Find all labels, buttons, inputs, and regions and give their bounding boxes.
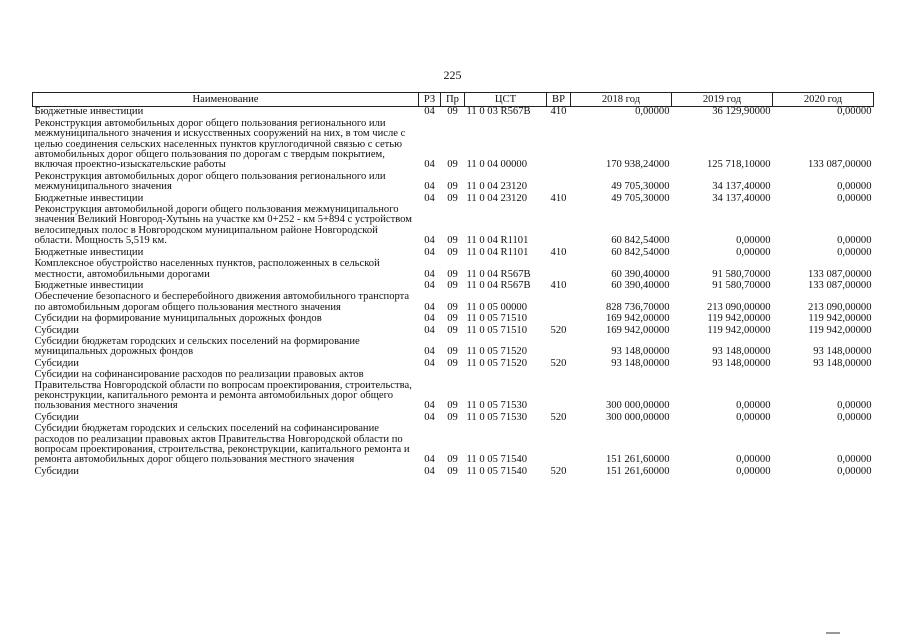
cell-pr: 09 [447, 279, 458, 291]
cell-cst: 11 0 05 71540 [466, 465, 528, 477]
cell-vr: 410 [550, 246, 567, 258]
cell-2019: 119 942,00000 [707, 324, 771, 336]
cell-name: Субсидии [34, 411, 79, 423]
cell-2019: 91 580,70000 [712, 268, 771, 280]
cell-vr: 520 [550, 465, 567, 477]
cell-cst: 11 0 04 23120 [466, 181, 528, 193]
cell-name: Бюджетные инвестиции [34, 246, 144, 258]
cell-2020: 0,00000 [837, 246, 872, 258]
cell-pr: 09 [447, 192, 458, 204]
cell-pr: 09 [447, 346, 458, 358]
cell-pr: 09 [447, 106, 458, 118]
cell-2020: 119 942,00000 [808, 324, 872, 336]
cell-rz: 04 [424, 106, 435, 118]
cell-rz: 04 [424, 246, 435, 258]
table-row [33, 172, 874, 194]
cell-rz: 04 [424, 465, 435, 477]
cell-cst: 11 0 05 71520 [466, 357, 528, 369]
cell-2019: 34 137,40000 [712, 192, 771, 204]
col-header-2019: 2019 год [672, 93, 773, 107]
cell-pr: 09 [447, 313, 458, 325]
cell-2019: 0,00000 [736, 246, 771, 258]
cell-pr: 09 [447, 268, 458, 280]
cell-cst: 11 0 05 71510 [466, 324, 528, 336]
cell-2019: 36 129,90000 [712, 106, 771, 118]
cell-2018: 170 938,24000 [605, 159, 670, 171]
cell-vr [547, 424, 571, 467]
cell-pr: 09 [447, 357, 458, 369]
cell-name: Бюджетные инвестиции [34, 106, 144, 118]
cell-vr: 410 [550, 192, 567, 204]
cell-name: Бюджетные инвестиции [34, 192, 144, 204]
cell-2018: 0,00000 [635, 106, 670, 118]
cell-2018: 300 000,00000 [605, 411, 670, 423]
cell-cst: 11 0 04 R567B [466, 268, 531, 280]
cell-2020: 133 087,00000 [807, 268, 872, 280]
cell-2020: 213 090,00000 [807, 301, 872, 313]
table-row [33, 424, 874, 467]
cell-rz: 04 [424, 313, 435, 325]
cell-cst: 11 0 04 R1101 [466, 235, 529, 247]
cell-2019: 91 580,70000 [712, 279, 771, 291]
cell-pr: 09 [447, 465, 458, 477]
cell-2019: 34 137,40000 [712, 181, 771, 193]
col-header-2018: 2018 год [571, 93, 672, 107]
cell-name: Обеспечение безопасного и бесперебойного движения автомобильного транспорта по автомобильным дорогам общего пользования местного значения [34, 291, 410, 313]
cell-rz: 04 [424, 268, 435, 280]
page-number: 225 [443, 68, 462, 82]
cell-name: Субсидии на формирование муниципальных дорожных фондов [34, 313, 322, 325]
cell-pr: 09 [447, 324, 458, 336]
cell-pr: 09 [447, 301, 458, 313]
table-row [33, 370, 874, 413]
cell-vr [547, 337, 571, 359]
cell-2018: 169 942,00000 [605, 313, 670, 325]
cell-rz: 04 [424, 279, 435, 291]
cell-cst: 11 0 05 71540 [466, 454, 528, 466]
cell-2018: 60 390,40000 [611, 268, 670, 280]
cell-rz: 04 [424, 454, 435, 466]
cell-cst: 11 0 04 R1101 [466, 246, 529, 258]
cell-2020: 0,00000 [837, 181, 872, 193]
cell-rz: 04 [424, 235, 435, 247]
cell-2019: 0,00000 [736, 454, 771, 466]
col-header-name: Наименование [33, 93, 419, 107]
budget-table [32, 92, 874, 478]
cell-vr [547, 119, 571, 172]
cell-vr [547, 172, 571, 194]
table-row [33, 119, 874, 172]
cell-vr: 520 [550, 411, 567, 423]
cell-2019: 93 148,00000 [712, 357, 771, 369]
cell-cst: 11 0 05 71530 [466, 400, 528, 412]
col-header-cst: ЦСТ [465, 93, 547, 107]
col-header-2020: 2020 год [773, 93, 874, 107]
cell-name: Субсидии [34, 324, 79, 336]
table-row [33, 467, 874, 478]
cell-pr: 09 [447, 400, 458, 412]
cell-2019: 125 718,10000 [706, 159, 771, 171]
cell-name: Субсидии на софинансирование расходов по реализации правовых актов Правительства Новгородской области по вопросам проектирования, строительства, реконструкции, капитального ремонта и ремонта автомобильных дорог общего пользования местного значения [34, 369, 412, 412]
cell-2019: 0,00000 [736, 235, 771, 247]
cell-2018: 93 148,00000 [611, 357, 670, 369]
cell-2019: 93 148,00000 [712, 346, 771, 358]
cell-pr: 09 [447, 246, 458, 258]
cell-2020: 0,00000 [837, 454, 872, 466]
cell-name: Субсидии [34, 465, 79, 477]
cell-pr: 09 [447, 454, 458, 466]
cell-2018: 151 261,60000 [605, 465, 670, 477]
cell-name: Субсидии бюджетам городских и сельских поселений на формирование муниципальных дорожных фондов [34, 335, 360, 358]
cell-rz: 04 [424, 159, 435, 171]
cell-name: Реконструкция автомобильной дороги общего пользования межмуниципального значения Великий Новгород-Хутынь на участке км 0+252 - км 5+894 с устройством велосипедных полос в Новгородском муниципальном районе Новгородской области. Мощность 5,519 км. [34, 204, 412, 247]
scan-mark [826, 632, 840, 634]
cell-rz: 04 [424, 346, 435, 358]
cell-2020: 0,00000 [837, 465, 872, 477]
cell-2018: 151 261,60000 [605, 454, 670, 466]
cell-name: Комплексное обустройство населенных пунктов, расположенных в сельской местности, автомобильными дорогами [34, 258, 380, 280]
cell-name: Субсидии бюджетам городских и сельских поселений на софинансирование расходов по реализации правовых актов Правительства Новгородской области по вопросам проектирования, строительства, реконструкции, капитального ремонта и ремонта автомобильных дорог общего пользования местного значения [34, 423, 410, 466]
cell-2019: 213 090,00000 [706, 301, 771, 313]
cell-rz: 04 [424, 324, 435, 336]
cell-cst: 11 0 05 71510 [466, 313, 528, 325]
cell-2020: 0,00000 [837, 235, 872, 247]
cell-2020: 0,00000 [837, 192, 872, 204]
cell-2020: 119 942,00000 [808, 313, 872, 325]
table-header-row [33, 93, 874, 107]
cell-pr: 09 [447, 411, 458, 423]
col-header-vr: ВР [547, 93, 571, 107]
cell-2020: 0,00000 [837, 411, 872, 423]
cell-cst: 11 0 05 00000 [466, 301, 528, 313]
cell-2018: 60 390,40000 [611, 279, 670, 291]
cell-cst: 11 0 05 71530 [466, 411, 528, 423]
cell-pr: 09 [447, 235, 458, 247]
cell-rz: 04 [424, 357, 435, 369]
cell-rz: 04 [424, 181, 435, 193]
cell-vr [547, 314, 571, 325]
cell-vr: 520 [550, 324, 567, 336]
cell-vr: 410 [550, 279, 567, 291]
cell-vr: 520 [550, 357, 567, 369]
cell-cst: 11 0 05 71520 [466, 346, 528, 358]
cell-vr: 410 [550, 106, 567, 118]
cell-vr [547, 370, 571, 413]
cell-2018: 60 842,54000 [611, 246, 670, 258]
cell-name: Субсидии [34, 357, 79, 369]
cell-vr [547, 292, 571, 314]
cell-2020: 133 087,00000 [807, 279, 872, 291]
cell-2018: 93 148,00000 [611, 346, 670, 358]
cell-rz: 04 [424, 411, 435, 423]
cell-cst: 11 0 03 R567B [466, 106, 531, 118]
cell-2020: 93 148,00000 [813, 357, 872, 369]
col-header-rz: РЗ [419, 93, 441, 107]
cell-2018: 49 705,30000 [611, 181, 670, 193]
cell-2018: 49 705,30000 [611, 192, 670, 204]
cell-name: Реконструкция автомобильных дорог общего пользования регионального или межмуниципального значения и искусственных сооружений на них, в том числе с целью соединения сельских населенных пунктов круглогодичной связью с сетью автомобильных дорог общего пользования по дорогам с твердым покрытием, включая проектно-изыскательские работы [34, 117, 406, 171]
table-row [33, 292, 874, 314]
cell-2018: 169 942,00000 [605, 324, 670, 336]
cell-2019: 0,00000 [736, 465, 771, 477]
table-row [33, 259, 874, 281]
cell-2020: 93 148,00000 [813, 346, 872, 358]
cell-2019: 0,00000 [736, 411, 771, 423]
table-body [33, 107, 874, 478]
cell-rz: 04 [424, 192, 435, 204]
table-row [33, 205, 874, 248]
cell-vr [547, 205, 571, 248]
cell-2019: 0,00000 [736, 400, 771, 412]
table-row [33, 314, 874, 325]
cell-vr [547, 259, 571, 281]
cell-2019: 119 942,00000 [707, 313, 771, 325]
cell-2018: 60 842,54000 [611, 235, 670, 247]
cell-2018: 828 736,70000 [605, 301, 670, 313]
table-row [33, 337, 874, 359]
cell-pr: 09 [447, 159, 458, 171]
cell-name: Реконструкция автомобильных дорог общего пользования регионального или межмуниципального значения [34, 170, 386, 193]
cell-2018: 300 000,00000 [605, 400, 670, 412]
cell-2020: 133 087,00000 [807, 159, 872, 171]
cell-cst: 11 0 04 R567B [466, 279, 531, 291]
col-header-pr: Пр [441, 93, 465, 107]
cell-cst: 11 0 04 00000 [466, 159, 528, 171]
cell-rz: 04 [424, 400, 435, 412]
cell-cst: 11 0 04 23120 [466, 192, 528, 204]
cell-rz: 04 [424, 301, 435, 313]
cell-2020: 0,00000 [837, 106, 872, 118]
cell-name: Бюджетные инвестиции [34, 279, 144, 291]
cell-pr: 09 [447, 181, 458, 193]
cell-2020: 0,00000 [837, 400, 872, 412]
